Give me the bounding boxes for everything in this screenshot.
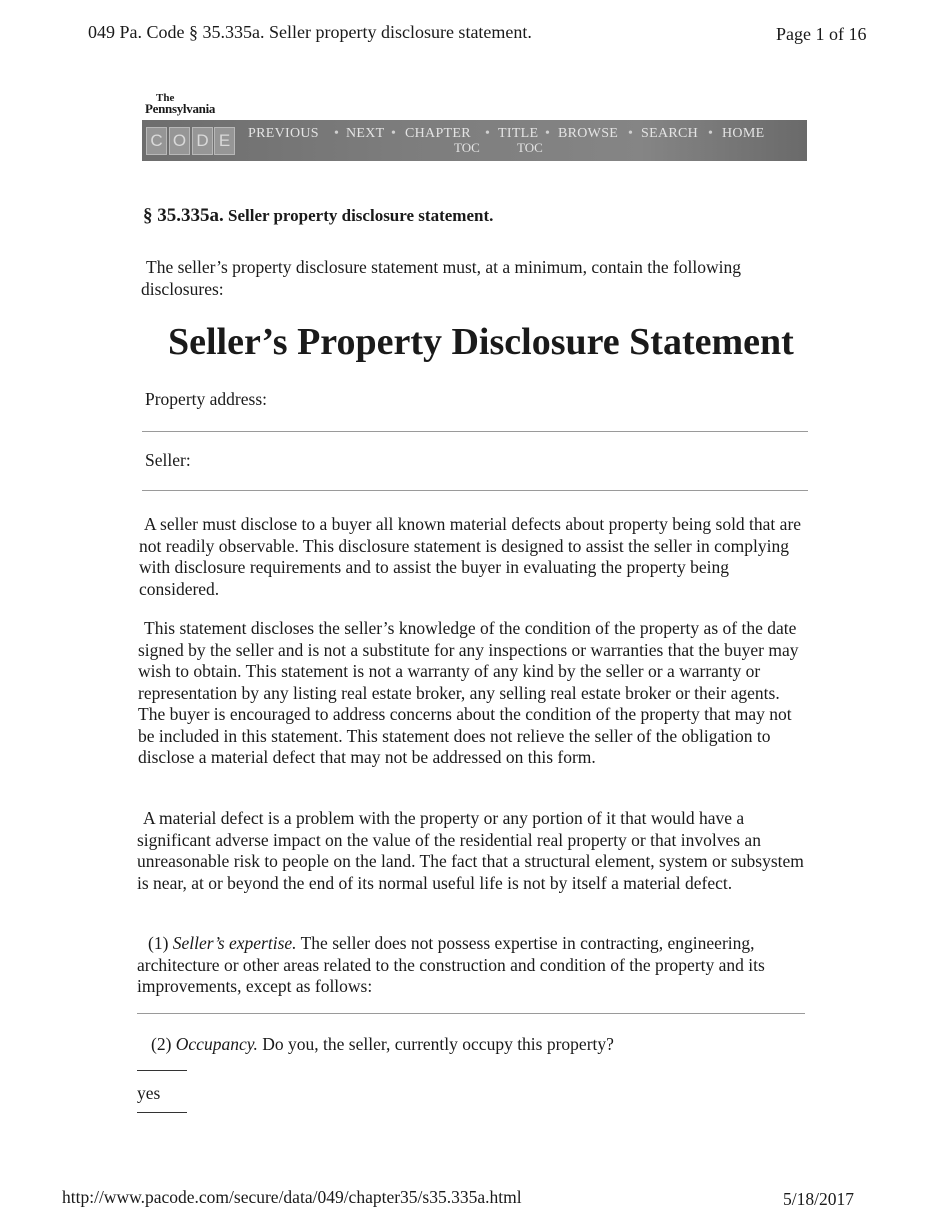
- yes-answer-line[interactable]: [137, 1112, 187, 1113]
- code-letter-e: E: [214, 127, 235, 155]
- code-letter-o: O: [169, 127, 190, 155]
- nav-title-toc[interactable]: TOC: [517, 140, 543, 155]
- nav-home[interactable]: HOME: [722, 126, 765, 141]
- code-letter-d: D: [192, 127, 213, 155]
- logo-the: The: [156, 92, 175, 104]
- item-2-title: Occupancy.: [175, 1034, 258, 1054]
- footer-url[interactable]: http://www.pacode.com/secure/data/049/chapter35/s35.335a.html: [62, 1187, 522, 1207]
- paragraph-material-defect: A material defect is a problem with the property or any portion of it that would have a significant adverse impact on the value of the residential real property or that involves an unreasonable risk to people on the land. The fact that a structural element, system or subsystem is near, at or beyond the end of its normal useful life is not by itself a material defect.: [137, 808, 804, 893]
- paragraph-disclosure-duty: A seller must disclose to a buyer all known material defects about property being sold that are not readily observable. This disclosure statement is designed to assist the seller in complying with disclosure requirements and to assist the buyer in evaluating the property being considered.: [139, 514, 802, 599]
- section-heading: [143, 205, 493, 227]
- nav-separator: •: [391, 126, 396, 141]
- statement-title: Seller’s Property Disclosure Statement: [168, 321, 794, 363]
- nav-separator: •: [708, 126, 713, 141]
- occupancy-answer-line[interactable]: [137, 1070, 187, 1071]
- item-1-number: (1): [148, 933, 169, 953]
- page-indicator: Page 1 of 16: [776, 24, 867, 44]
- nav-separator: •: [334, 126, 339, 141]
- nav-separator: •: [628, 126, 633, 141]
- footer-date: 5/18/2017: [783, 1189, 854, 1209]
- nav-banner: [142, 120, 807, 161]
- nav-title[interactable]: TITLE: [498, 126, 539, 141]
- item-1-title: Seller’s expertise.: [172, 933, 297, 953]
- nav-browse[interactable]: BROWSE: [558, 126, 619, 141]
- nav-separator: •: [545, 126, 550, 141]
- logo-pennsylvania: Pennsylvania: [145, 101, 216, 116]
- nav-previous[interactable]: PREVIOUS: [248, 126, 319, 141]
- nav-chapter-toc[interactable]: TOC: [454, 140, 480, 155]
- nav-chapter[interactable]: CHAPTER: [405, 126, 471, 141]
- expertise-line: [137, 1013, 805, 1014]
- nav-separator: •: [485, 126, 490, 141]
- section-number: § 35.335a.: [143, 205, 224, 226]
- seller-line: [142, 490, 808, 491]
- option-yes-label: yes: [137, 1083, 161, 1103]
- property-address-label: Property address:: [145, 389, 267, 409]
- paragraph-statement-scope: This statement discloses the seller’s knowledge of the condition of the property as of the date signed by the seller and is not a substitute for any inspections or warranties that the buyer may wish to obtain. This statement is not a warranty of any kind by the seller or a warranty or representation by any listing real estate broker, any selling real estate broker or their agents. The buyer is encouraged to address concerns about the condition of the property that may not be included in this statement. This statement does not relieve the seller of the obligation to disclose a material defect that may not be addressed on this form.: [138, 618, 799, 767]
- intro-paragraph: The seller’s property disclosure statement must, at a minimum, contain the following disclosures:: [141, 257, 742, 299]
- item-occupancy: [151, 1034, 614, 1055]
- section-title: Seller property disclosure statement.: [228, 206, 494, 225]
- item-seller-expertise: [137, 933, 809, 998]
- item-2-number: (2): [151, 1034, 172, 1054]
- code-letter-c: C: [146, 127, 167, 155]
- nav-search[interactable]: SEARCH: [641, 126, 699, 141]
- nav-next[interactable]: NEXT: [346, 126, 385, 141]
- seller-label: Seller:: [145, 450, 191, 470]
- item-2-text: Do you, the seller, currently occupy this property?: [262, 1034, 614, 1054]
- item-1-text: The seller does not possess expertise in contracting, engineering, architecture or other areas related to the construction and condition of the property and its improvements, except as follows:: [137, 933, 765, 996]
- property-address-line: [142, 431, 808, 432]
- document-title: 049 Pa. Code § 35.335a. Seller property disclosure statement.: [88, 22, 532, 42]
